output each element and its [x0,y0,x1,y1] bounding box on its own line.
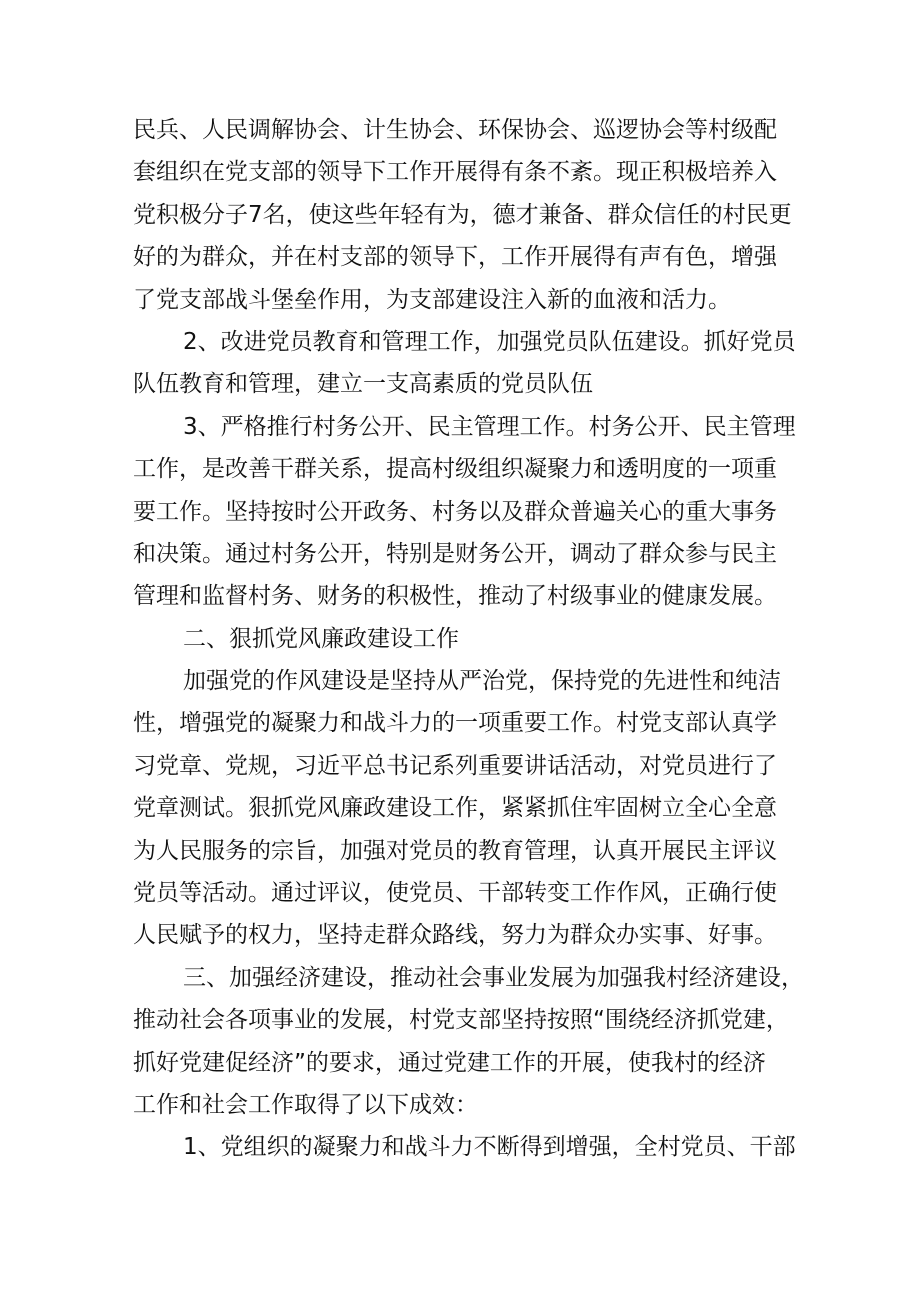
text-line: 1、党组织的凝聚力和战斗力不断得到增强，全村党员、干部 [183,1134,796,1161]
text-line: 要工作。坚持按时公开政务、村务以及群众普遍关心的重大事务 [133,498,777,525]
text-line: 抓好党建促经济”的要求，通过党建工作的开展，使我村的经济 [133,1049,766,1076]
text-line: 习党章、党规，习近平总书记系列重要讲话活动，对党员进行了 [133,752,777,779]
text-line: 套组织在党支部的领导下工作开展得有条不紊。现正积极培养入 [133,159,777,186]
text-line: 二、狠抓党风廉政建设工作 [183,625,459,652]
text-line: 推动社会各项事业的发展，村党支部坚持按照“围绕经济抓党建， [133,1007,789,1034]
text-line: 3、严格推行村务公开、民主管理工作。村务公开、民主管理 [183,413,796,440]
text-line: 人民赋予的权力，坚持走群众路线，努力为群众办实事、好事。 [133,922,777,949]
text-line: 三、加强经济建设，推动社会事业发展为加强我村经济建设， [183,964,804,991]
text-line: 工作，是改善干群关系，提高村级组织凝聚力和透明度的一项重 [133,456,777,483]
text-line: 2、改进党员教育和管理工作，加强党员队伍建设。抓好党员 [183,328,796,355]
text-line: 了党支部战斗堡垒作用，为支部建设注入新的血液和活力。 [133,286,731,313]
document-body [133,109,804,1169]
text-line: 和决策。通过村务公开，特别是财务公开，调动了群众参与民主 [133,540,777,567]
text-line: 民兵、人民调解协会、计生协会、环保协会、巡逻协会等村级配 [133,117,777,143]
text-line: 好的为群众，并在村支部的领导下，工作开展得有声有色，增强 [133,244,777,271]
text-line: 队伍教育和管理，建立一支高素质的党员队伍 [133,371,593,398]
text-line: 工作和社会工作取得了以下成效： [133,1091,478,1118]
text-line: 党章测试。狠抓党风廉政建设工作，紧紧抓住牢固树立全心全意 [133,795,777,822]
text-line: 党积极分子7名，使这些年轻有为，德才兼备、群众信任的村民更 [133,201,792,228]
text-line: 党员等活动。通过评议，使党员、干部转变工作作风，正确行使 [133,880,777,907]
text-line: 为人民服务的宗旨，加强对党员的教育管理，认真开展民主评议 [133,837,777,864]
text-line: 加强党的作风建设是坚持从严治党，保持党的先进性和纯洁 [183,668,781,695]
text-line: 管理和监督村务、财务的积极性，推动了村级事业的健康发展。 [133,583,777,610]
text-line: 性，增强党的凝聚力和战斗力的一项重要工作。村党支部认真学 [133,710,777,737]
